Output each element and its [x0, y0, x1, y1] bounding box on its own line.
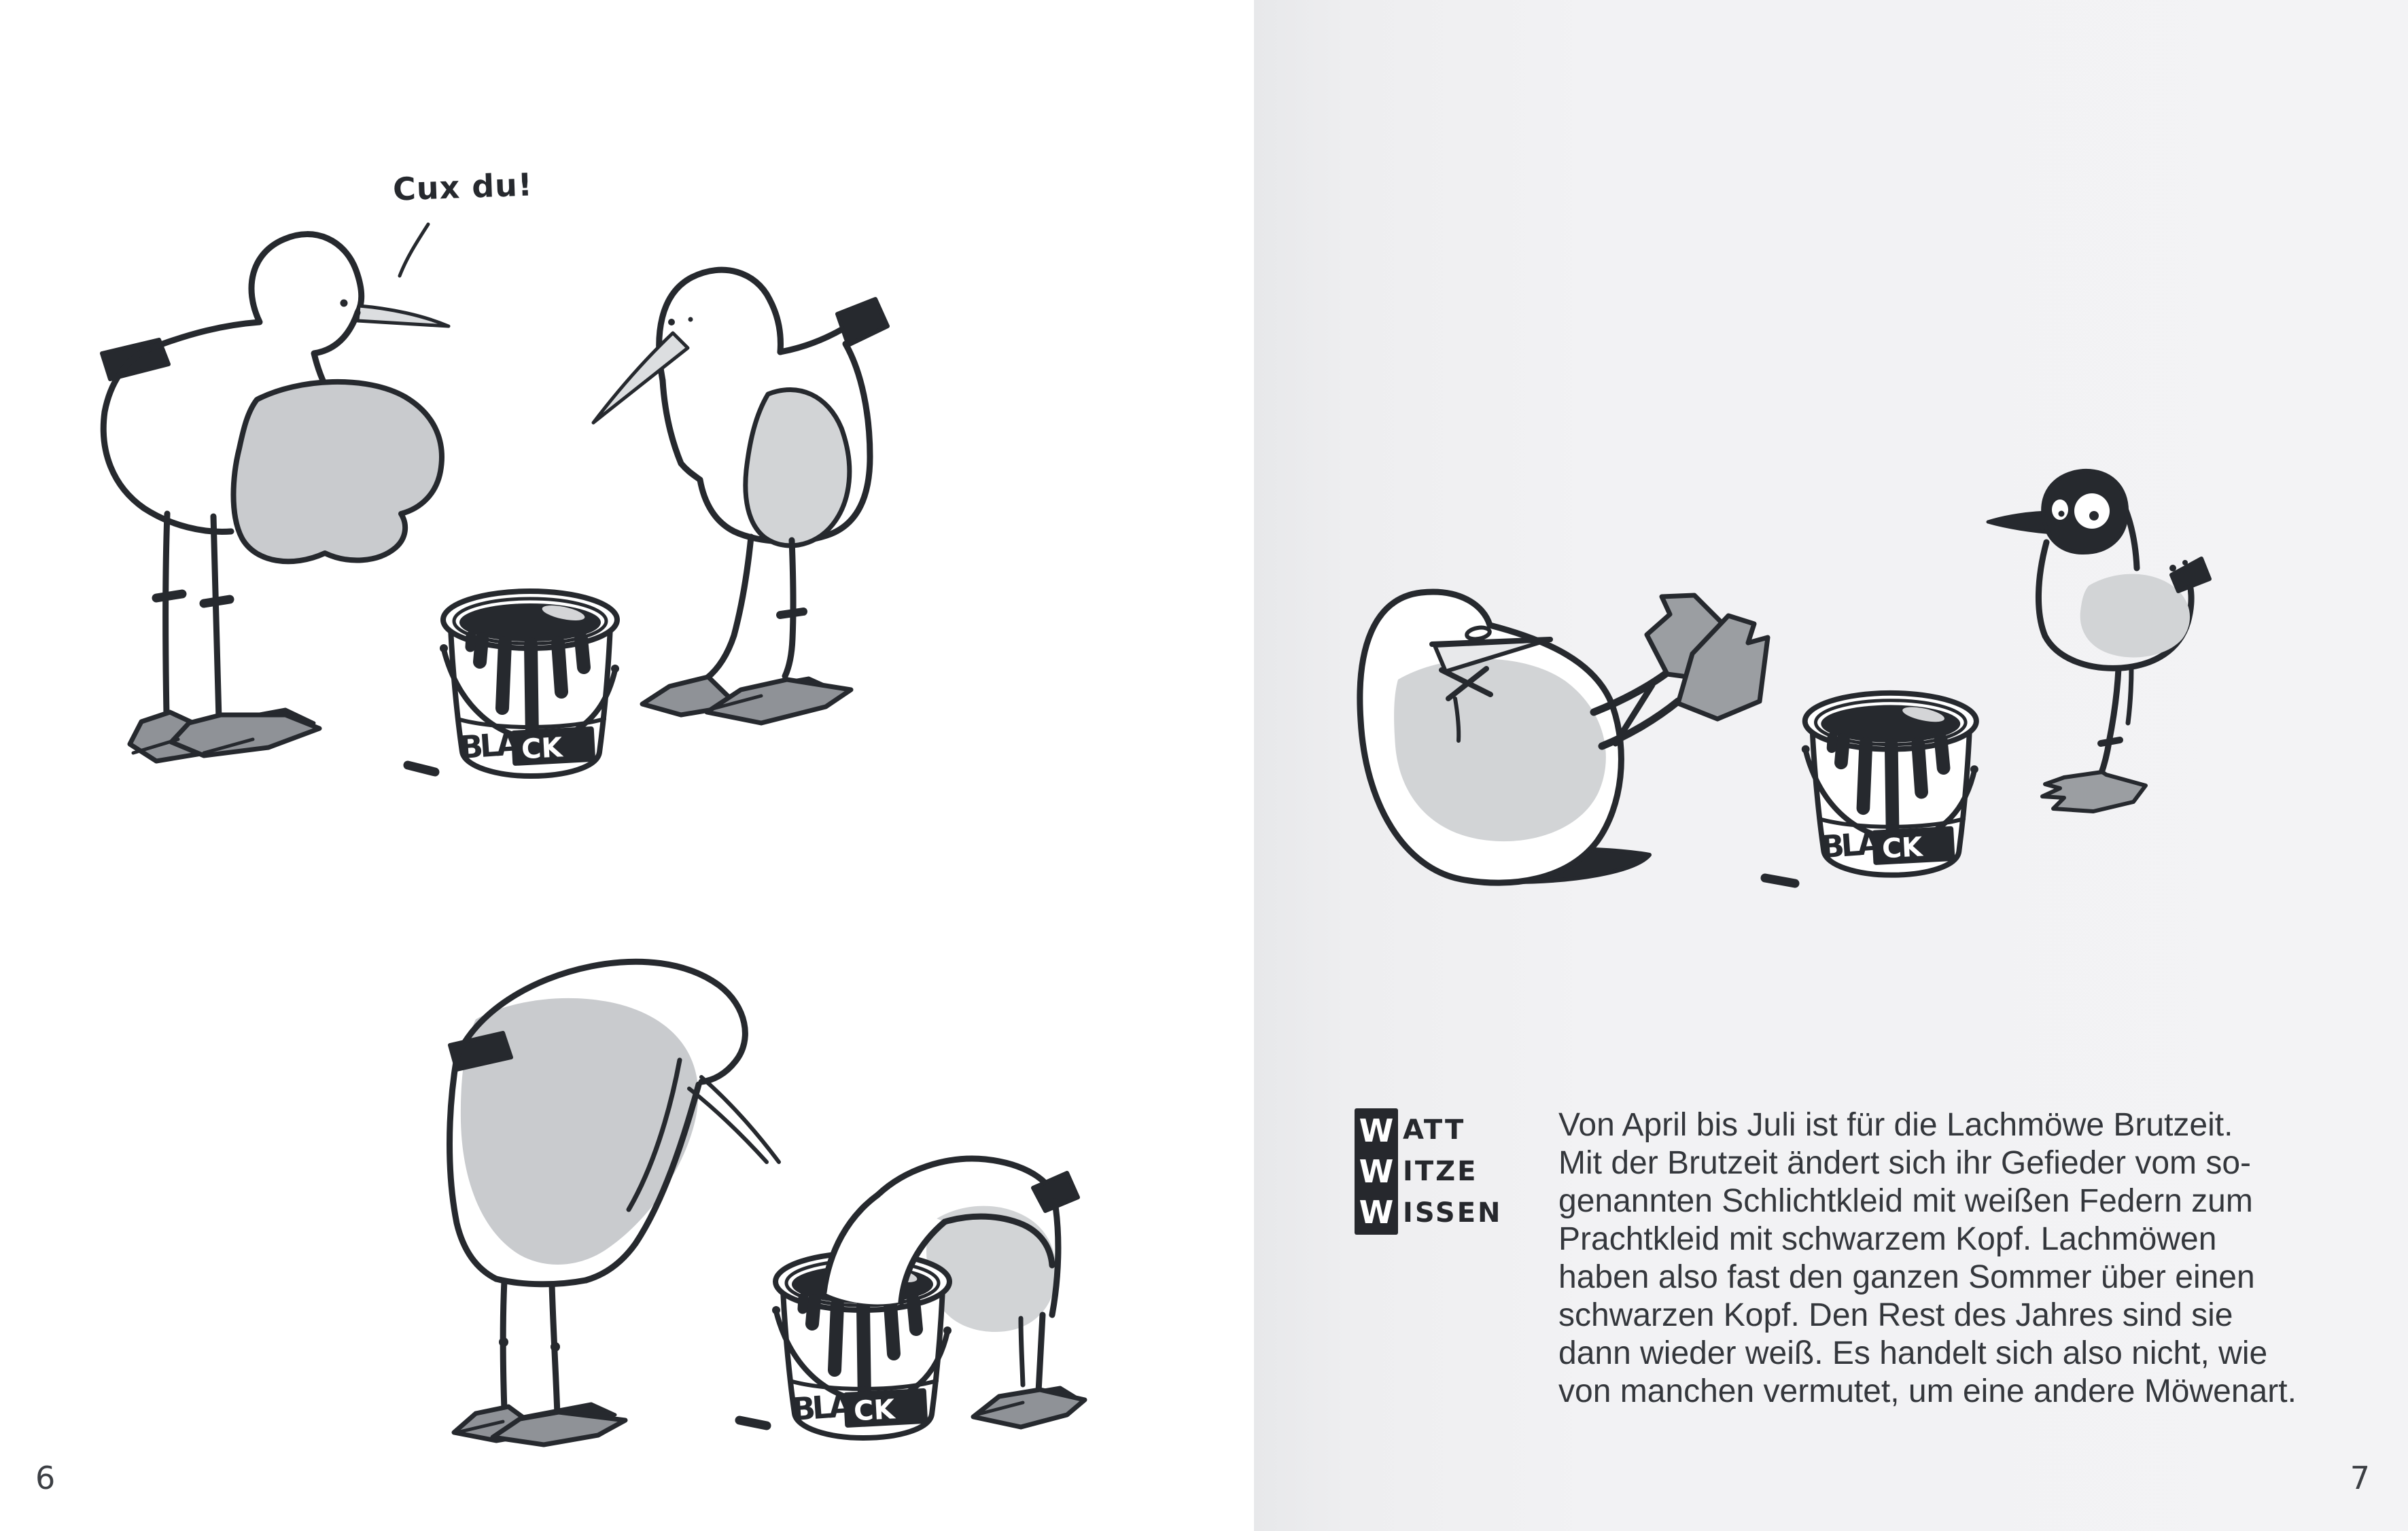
logo-initial: W	[1359, 1153, 1394, 1190]
speech-text: Cux du!	[392, 166, 534, 208]
logo-initial: W	[1359, 1112, 1394, 1149]
rump-feathers	[926, 1206, 1056, 1332]
paint-can-top-panel	[440, 591, 619, 776]
paint-can-right-page	[1802, 693, 1978, 875]
logo-words	[1398, 1108, 1503, 1235]
tail	[2171, 559, 2210, 591]
webbed-foot	[2042, 772, 2146, 811]
paragraph-line: Prachtkleid mit schwarzem Kopf. Lachmöwen	[1558, 1221, 2217, 1257]
seagull-speaking	[102, 224, 449, 761]
ground-shadow	[1765, 878, 1795, 883]
wing	[2080, 574, 2190, 658]
paragraph-line: Von April bis Juli ist für die Lachmöwe Brutzeit.	[1558, 1107, 2233, 1143]
logo-word: ITZE	[1403, 1156, 1478, 1187]
beak	[701, 1077, 779, 1162]
tail	[837, 299, 888, 345]
page-number-left: 6	[35, 1460, 56, 1496]
info-paragraph	[1558, 1106, 2394, 1411]
speech-connector-line	[400, 224, 428, 276]
beak	[357, 306, 449, 326]
logo-black-bar	[1355, 1108, 1398, 1235]
comic-illustrations-left: BLA CK	[0, 0, 1254, 1531]
paragraph-line: dann wieder weiß. Es handelt sich also nicht, wie	[1558, 1335, 2268, 1371]
beak	[593, 333, 688, 423]
paragraph-line: Mit der Brutzeit ändert sich ihr Gefieder vom so-	[1558, 1145, 2252, 1181]
eye-big	[2074, 493, 2110, 529]
wing	[234, 382, 442, 561]
ground-shadow	[408, 765, 435, 772]
paragraph-line: von manchen vermutet, um eine andere Möwenart.	[1558, 1373, 2297, 1409]
eye	[668, 319, 675, 325]
seagull-head-tucked	[450, 962, 780, 1445]
book-page-right	[1254, 0, 2408, 1531]
logo-initial: W	[1359, 1194, 1394, 1231]
wing	[746, 389, 850, 545]
seagull-black-head	[1988, 471, 2210, 811]
watt-witze-wissen-logo	[1355, 1108, 1503, 1235]
webbed-foot	[707, 680, 851, 723]
paragraph-line: schwarzen Kopf. Den Rest des Jahres sind sie	[1558, 1297, 2233, 1333]
seagull-looking-down	[593, 270, 888, 723]
webbed-foot	[171, 715, 319, 756]
paragraph-line: haben also fast den ganzen Sommer über einen	[1558, 1259, 2255, 1295]
webbed-foot	[973, 1390, 1085, 1427]
page-number-right: 7	[2350, 1460, 2370, 1496]
logo-word: ISSEN	[1403, 1197, 1503, 1229]
eye-small	[2052, 499, 2068, 520]
logo-word: ATT	[1403, 1114, 1466, 1146]
eye	[341, 300, 348, 307]
ground-shadow	[739, 1420, 767, 1426]
seagull-laughing-on-back	[1360, 592, 1768, 883]
paragraph-line: genannten Schlichtkleid mit weißen Federn zum	[1558, 1183, 2253, 1219]
